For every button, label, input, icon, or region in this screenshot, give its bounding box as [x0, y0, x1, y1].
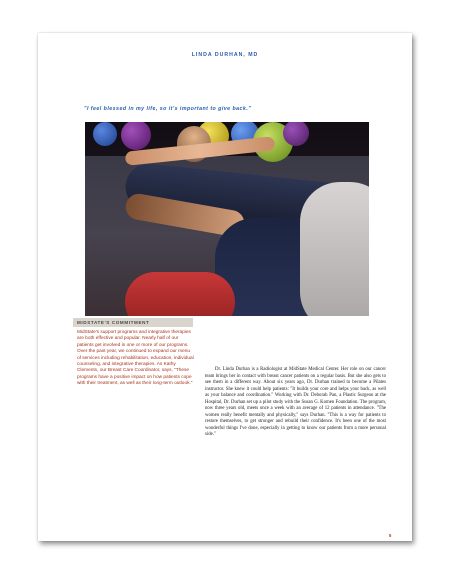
exercise-ball-blue: [93, 122, 117, 146]
running-header: LINDA DURHAN, MD: [191, 52, 259, 58]
page-number: 5: [389, 533, 392, 538]
feature-photo: [85, 122, 369, 316]
exercise-ball-purple: [121, 122, 151, 150]
pull-quote: "I feel blessed in my life, so it's important to give back.": [84, 106, 252, 112]
sidebar-body-text: MidState's support programs and integrative therapies are both effective and popular. Nearly half of our patients get involved in one or more of our programs. Over the past year, we continued to expand our menu of services including rehabilitation, education, individual counseling, and integrative therapies. As Kathy Clements, our Breast Care Coordinator, says, "These programs have a positive impact on how patients cope with their treatment, as well as their long-term outlook.": [77, 330, 194, 387]
participant-white-shirt: [300, 182, 369, 316]
main-article-text: Dr. Linda Durhan is a Radiologist at MidState Medical Center. Her role on our cancer team brings her in contact with breast cancer patients on a regular basis. But she also gets to see them in a different way. About six years ago, Dr. Durhan trained to become a Pilates instructor. She knew it could help patients: "It builds your core and helps your back, as well as your balance and coordination." Working with Dr. Deborah Pan, a Plastic Surgeon at the Hospital, Dr. Durhan set up a pilot study with the Susan G. Komen Foundation. The program, now three years old, meets once a week with an average of 12 patients in attendance. "The women really benefit mentally and physically," says Durhan. "This is a way for patients to restore themselves, to get stronger and rebuild their confidence. It's been one of the most wonderful things I've done, especially in getting to know our patients from a more personal side.": [205, 367, 386, 437]
participant-red-shirt: [125, 272, 235, 316]
exercise-ball-purple-2: [283, 122, 309, 146]
document-page: [38, 33, 412, 541]
sidebar-heading-band: [73, 318, 193, 327]
sidebar-heading: MIDSTATE'S COMMITMENT: [77, 320, 150, 325]
